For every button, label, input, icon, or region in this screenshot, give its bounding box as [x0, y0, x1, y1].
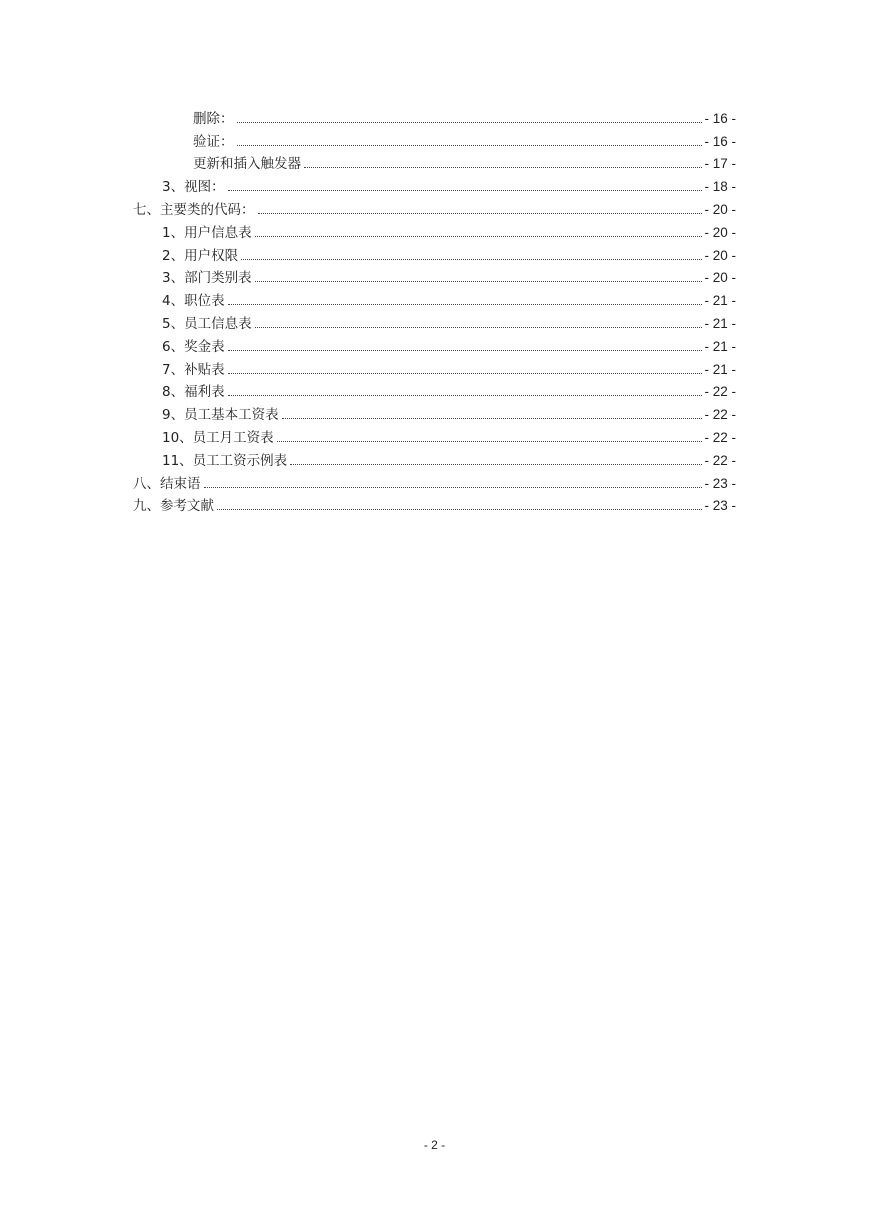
page-number-footer: - 2 -	[423, 1138, 446, 1152]
toc-entry-title: 七、主要类的代码：	[133, 201, 255, 218]
toc-entry[interactable]	[162, 241, 736, 264]
toc-entry-title: 10、员工月工资表	[162, 429, 274, 446]
toc-leader-dots	[237, 145, 703, 146]
toc-leader-dots	[228, 373, 703, 374]
toc-entry-title: 11、员工工资示例表	[162, 452, 288, 469]
toc-leader-dots	[282, 418, 703, 419]
toc-leader-dots	[204, 487, 703, 488]
toc-entry-title: 1、用户信息表	[162, 224, 252, 241]
toc-entry[interactable]	[162, 446, 736, 469]
toc-leader-dots	[277, 441, 703, 442]
toc-entry-title: 八、结束语	[133, 475, 201, 492]
toc-entry-title: 2、用户权限	[162, 247, 239, 264]
toc-leader-dots	[290, 464, 702, 465]
toc-entry-page: - 20 -	[704, 247, 736, 263]
toc-entry[interactable]	[162, 264, 736, 287]
toc-entry-title: 九、参考文献	[133, 498, 214, 515]
toc-entry[interactable]	[193, 150, 736, 173]
toc-entry-page: - 23 -	[704, 475, 736, 491]
toc-entry[interactable]	[162, 423, 736, 446]
toc-entry[interactable]	[133, 469, 736, 492]
toc-entry-page: - 16 -	[704, 110, 736, 126]
toc-entry-title: 3、部门类别表	[162, 270, 252, 287]
toc-entry-page: - 21 -	[704, 315, 736, 331]
toc-entry[interactable]	[162, 172, 736, 195]
toc-entry-title: 删除：	[193, 110, 234, 127]
toc-entry[interactable]	[133, 195, 736, 218]
toc-entry[interactable]	[162, 309, 736, 332]
toc-entry-page: - 23 -	[704, 498, 736, 514]
toc-entry-page: - 21 -	[704, 293, 736, 309]
toc-leader-dots	[255, 236, 703, 237]
toc-entry-title: 3、视图：	[162, 179, 225, 196]
toc-entry[interactable]	[162, 355, 736, 378]
toc-leader-dots	[255, 281, 703, 282]
toc-entry-page: - 16 -	[704, 133, 736, 149]
toc-entry-page: - 20 -	[704, 201, 736, 217]
toc-entry[interactable]	[133, 492, 736, 515]
toc-entry-page: - 17 -	[704, 156, 736, 172]
toc-entry-title: 验证：	[193, 133, 234, 150]
toc-entry-title: 更新和插入触发器	[193, 156, 301, 173]
toc-entry[interactable]	[162, 400, 736, 423]
toc-entry-title: 5、员工信息表	[162, 315, 252, 332]
toc-entry[interactable]	[193, 104, 736, 127]
toc-entry-page: - 22 -	[704, 452, 736, 468]
toc-entry[interactable]	[162, 378, 736, 401]
toc-entry-page: - 22 -	[704, 407, 736, 423]
toc-entry[interactable]	[162, 286, 736, 309]
toc-entry-title: 8、福利表	[162, 384, 225, 401]
toc-entry-page: - 18 -	[704, 179, 736, 195]
toc-entry-title: 7、补贴表	[162, 361, 225, 378]
toc-entry-page: - 21 -	[704, 338, 736, 354]
toc-entry-page: - 20 -	[704, 224, 736, 240]
toc-entry[interactable]	[162, 218, 736, 241]
toc-leader-dots	[255, 327, 703, 328]
toc-leader-dots	[258, 213, 703, 214]
toc-entry[interactable]	[162, 332, 736, 355]
toc-entry-title: 6、奖金表	[162, 338, 225, 355]
toc-entry-page: - 21 -	[704, 361, 736, 377]
toc-entry[interactable]	[193, 127, 736, 150]
toc-entry-page: - 20 -	[704, 270, 736, 286]
toc-entry-page: - 22 -	[704, 384, 736, 400]
toc-leader-dots	[241, 259, 702, 260]
toc-leader-dots	[228, 304, 703, 305]
toc-entry-page: - 22 -	[704, 429, 736, 445]
toc-leader-dots	[228, 395, 703, 396]
toc-leader-dots	[237, 122, 703, 123]
toc-leader-dots	[228, 350, 703, 351]
toc-leader-dots	[217, 509, 702, 510]
toc-leader-dots	[304, 167, 702, 168]
toc-entry-title: 4、职位表	[162, 293, 225, 310]
toc-entry-title: 9、员工基本工资表	[162, 407, 279, 424]
toc-leader-dots	[228, 190, 703, 191]
